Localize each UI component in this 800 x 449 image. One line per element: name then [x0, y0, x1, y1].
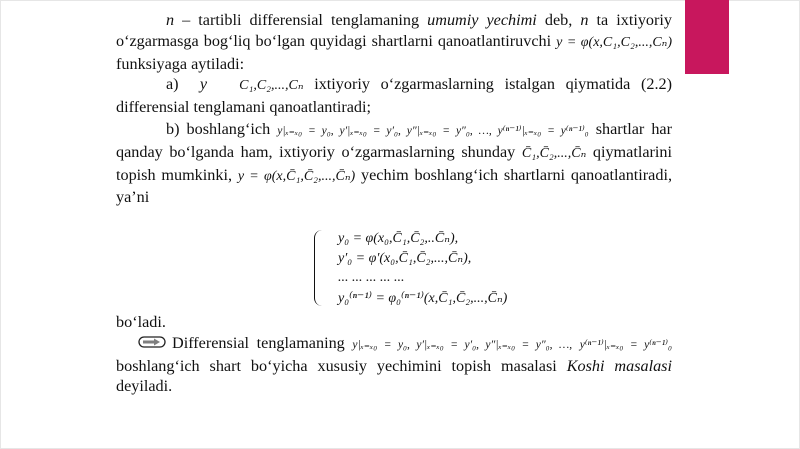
definition-text-1: – tartibli differensial tenglamaning — [174, 11, 428, 29]
general-solution-formula: y = φ(x,C₁,C₂,...,Cₙ) — [556, 34, 672, 50]
condition-b — [116, 119, 672, 208]
general-solution-term: umumiy yechimi — [427, 11, 537, 29]
definition-paragraph — [116, 10, 672, 74]
cauchy-text-3: deyiladi. — [116, 377, 173, 396]
initial-conditions-formula: y|ₓ₌ₓ₀ = y₀, y′|ₓ₌ₓ₀ = y′₀, y″|ₓ₌ₓ₀ = y″₀, …, y⁽ⁿ⁻¹⁾|ₓ₌ₓ₀ = y⁽ⁿ⁻¹⁾₀ — [277, 124, 589, 137]
system-line-3: ... ... ... ... ... — [338, 270, 405, 285]
accent-bar — [685, 0, 729, 74]
condition-b-text-3: yechim boshlang‘ich shartlarni qanoatlantiradi, ya’ni — [116, 165, 672, 207]
cauchy-conditions-formula: y|ₓ₌ₓ₀ = y₀, y′|ₓ₌ₓ₀ = y′₀, y″|ₓ₌ₓ₀ = y″₀, …, — [352, 338, 573, 351]
condition-a-text: ixtiyoriy o‘zgarmaslarning istalgan qiymatida (2.2) differensial tenglamani qanoatlantiradi; — [116, 75, 673, 117]
condition-a-constants: C₁,C₂,...,Cₙ — [239, 78, 304, 94]
system-line-2: y′₀ = φ′(x₀,C̄₁,C̄₂,...,C̄ₙ), — [338, 251, 472, 266]
constants-bar-formula: C̄₁,C̄₂,...,C̄ₙ — [521, 145, 587, 161]
cauchy-paragraph — [116, 333, 672, 397]
definition-text-3: ta ixtiyoriy o‘zgarmasga bog‘liq bo‘lgan quyidagi shartlarni qanoatlantiruvchi — [116, 11, 673, 50]
equation-system — [314, 228, 534, 308]
condition-b-label: b) boshlang‘ich — [166, 119, 278, 138]
cauchy-problem-term: Koshi masalasi — [566, 356, 672, 375]
definition-text-4: funksiyaga aytiladi: — [116, 54, 245, 73]
system-brace — [314, 230, 325, 306]
condition-a — [116, 74, 672, 118]
cauchy-text-2: boshlang‘ich shart bo‘yicha xususiy yechimini topish masalasi — [116, 356, 567, 375]
n-symbol-2: n — [580, 11, 589, 29]
cauchy-last-condition: y⁽ⁿ⁻¹⁾|ₓ₌ₓ₀ = y⁽ⁿ⁻¹⁾₀ — [579, 338, 672, 351]
condition-a-label: a) — [166, 75, 179, 94]
after-system-text: bo‘ladi. — [116, 313, 166, 331]
system-line-1: y₀ = φ(x₀,C̄₁,C̄₂,..C̄ₙ), — [338, 231, 459, 246]
n-symbol: n — [166, 11, 175, 29]
condition-b-text-1: shartlar har qanday bo‘lganda ham, ixtiyoriy o‘zgarmaslarning shunday — [116, 119, 672, 161]
arrow-bullet-icon — [138, 335, 166, 349]
definition-text-2: deb, — [536, 11, 581, 29]
condition-a-var: y — [199, 75, 208, 94]
particular-solution-formula: y = φ(x,C̄₁,C̄₂,...,C̄ₙ) — [237, 168, 356, 184]
lower-content — [116, 312, 672, 397]
system-line-4: y₀⁽ⁿ⁻¹⁾ = φ₀⁽ⁿ⁻¹⁾(x,C̄₁,C̄₂,...,C̄ₙ) — [338, 291, 508, 306]
cauchy-text-1: Differensial tenglamaning — [172, 333, 353, 352]
condition-b-text-2: qiymatlarini topish mumkinki, — [116, 142, 672, 184]
document-content — [116, 10, 672, 208]
